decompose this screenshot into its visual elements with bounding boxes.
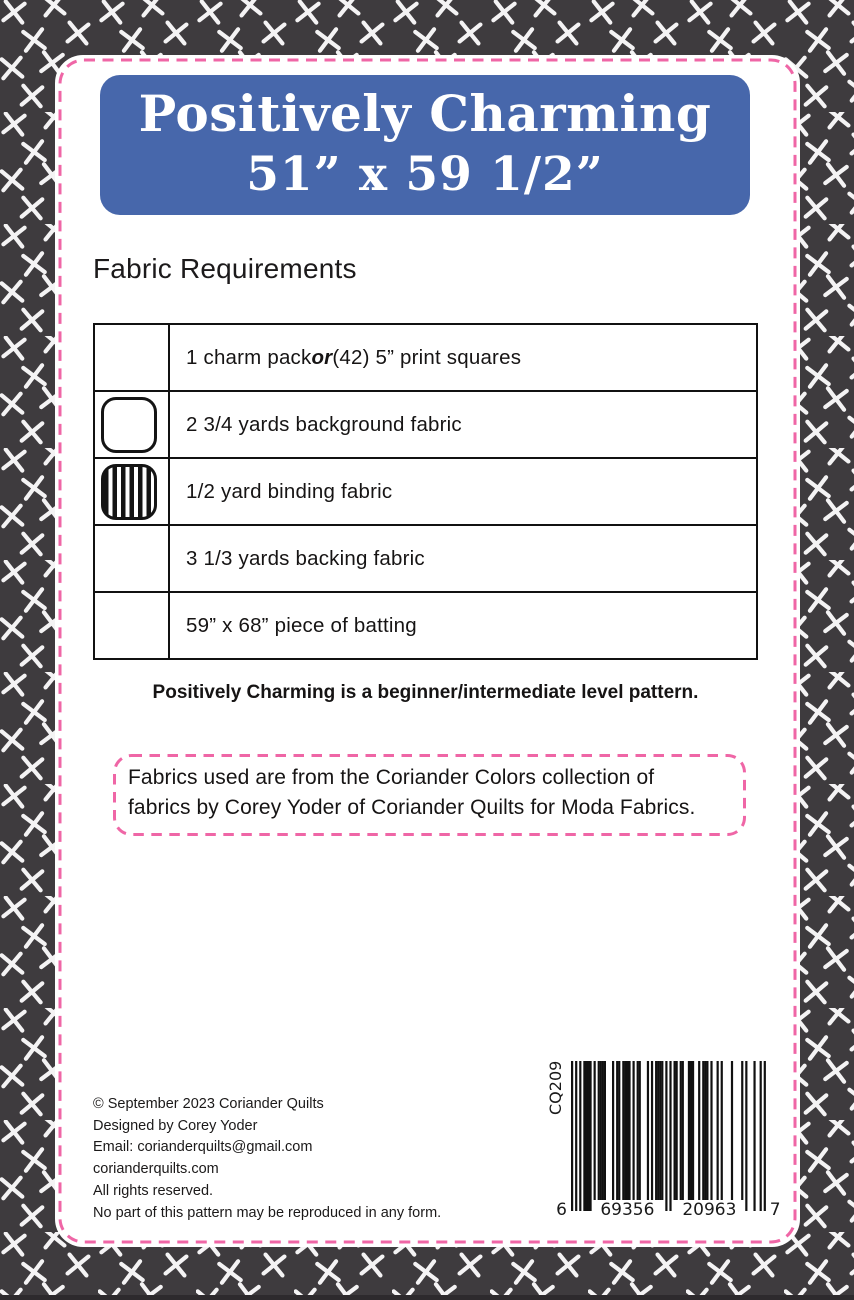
barcode-digit-left: 6 <box>556 1200 567 1220</box>
swatch-cell <box>95 459 170 524</box>
swatch-cell <box>95 392 170 457</box>
fabrics-note-box <box>113 754 746 836</box>
fabric-swatch-striped-icon <box>101 464 157 520</box>
title-banner <box>100 75 750 215</box>
swatch-cell <box>95 325 170 390</box>
sku-vertical-label: CQ209 <box>546 1060 565 1115</box>
upc-barcode <box>545 1059 781 1223</box>
level-note: Positively Charming is a beginner/intermediate level pattern. <box>152 682 699 703</box>
swatch-cell <box>95 526 170 591</box>
fabric-table <box>93 323 758 660</box>
table-row <box>95 390 756 457</box>
barcode-block <box>545 1059 781 1223</box>
pattern-dimensions: 51” x 59 1/2” <box>246 147 604 202</box>
table-row <box>95 524 756 591</box>
bottom-edge-shadow <box>0 1295 854 1300</box>
requirement-text: 1 charm pack or (42) 5” print squares <box>186 345 522 369</box>
footer-line: No part of this pattern may be reproduced in any form. <box>93 1204 442 1221</box>
footer-line: Designed by Corey Yoder <box>93 1117 258 1134</box>
footer-line: corianderquilts.com <box>93 1161 219 1178</box>
swatch-cell <box>95 593 170 658</box>
requirement-text: 1/2 yard binding fabric <box>186 479 393 503</box>
pattern-title: Positively Charming <box>138 84 712 143</box>
footer-credits <box>93 1094 513 1224</box>
requirement-text: 3 1/3 yards backing fabric <box>186 546 425 570</box>
fabrics-note-text <box>128 763 738 823</box>
table-row <box>95 325 756 390</box>
barcode-digit-right: 7 <box>769 1200 781 1220</box>
requirement-text: 59” x 68” piece of batting <box>186 613 417 637</box>
footer-line: All rights reserved. <box>93 1182 214 1199</box>
barcode-digit-group1: 69356 <box>600 1200 655 1220</box>
fabrics-note-line1: Fabrics used are from the Coriander Colors collection of <box>128 766 655 789</box>
fabric-swatch-plain-icon <box>101 397 157 453</box>
fabric-requirements-heading: Fabric Requirements <box>93 253 357 284</box>
barcode-bars <box>571 1061 766 1211</box>
table-row <box>95 591 756 658</box>
footer-line: © September 2023 Coriander Quilts <box>93 1096 324 1112</box>
fabrics-note-line2: fabrics by Corey Yoder of Coriander Quilts for Moda Fabrics. <box>128 796 696 819</box>
footer-line: Email: corianderquilts@gmail.com <box>93 1139 313 1156</box>
table-row <box>95 457 756 524</box>
barcode-digit-group2: 20963 <box>682 1200 737 1220</box>
requirement-text: 2 3/4 yards background fabric <box>186 412 462 436</box>
pattern-card <box>55 55 800 1247</box>
